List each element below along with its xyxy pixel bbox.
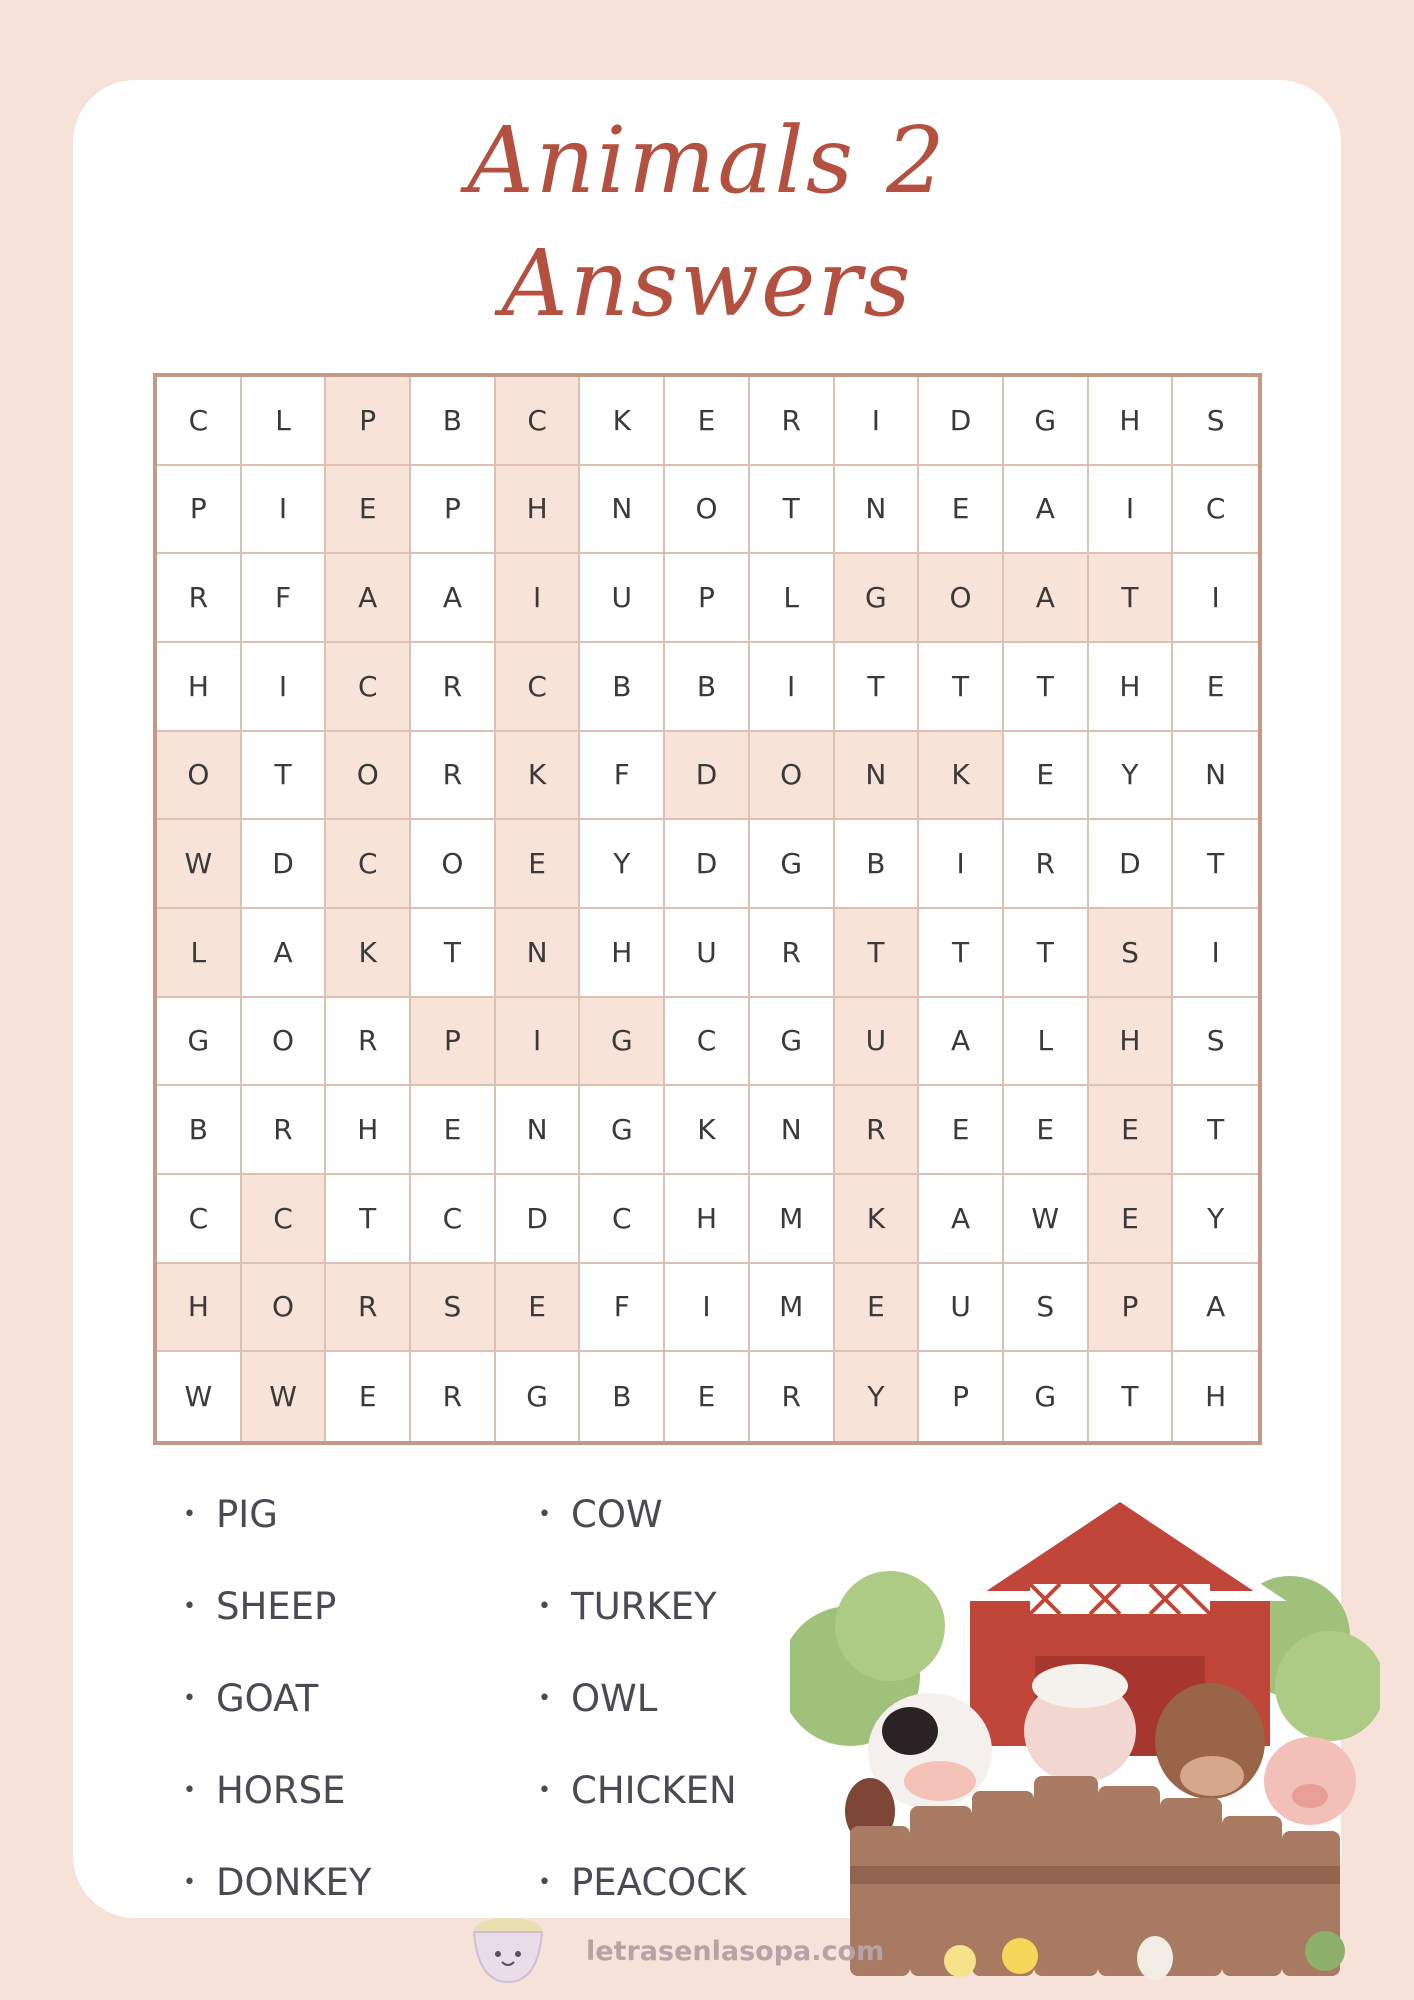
grid-cell: E xyxy=(1089,1086,1174,1175)
grid-cell: L xyxy=(242,377,327,466)
grid-cell: B xyxy=(835,820,920,909)
word-list-item xyxy=(538,1468,746,1560)
grid-cell: E xyxy=(496,1264,581,1353)
grid-cell: T xyxy=(1089,554,1174,643)
grid-cell: C xyxy=(326,820,411,909)
word-list-item xyxy=(538,1744,746,1836)
grid-cell: H xyxy=(1089,998,1174,1087)
grid-cell: I xyxy=(496,998,581,1087)
word-label: TURKEY xyxy=(570,1584,717,1628)
grid-cell: K xyxy=(580,377,665,466)
grid-cell: D xyxy=(665,820,750,909)
grid-cell: T xyxy=(242,732,327,821)
grid-cell: H xyxy=(1089,377,1174,466)
grid-cell: L xyxy=(750,554,835,643)
grid-cell: N xyxy=(496,1086,581,1175)
grid-cell: S xyxy=(1089,909,1174,998)
grid-cell: E xyxy=(665,377,750,466)
word-list-item xyxy=(183,1560,372,1652)
grid-cell: B xyxy=(411,377,496,466)
word-list-item xyxy=(183,1652,372,1744)
word-label: DONKEY xyxy=(215,1860,372,1904)
bullet-icon: • xyxy=(538,1869,551,1895)
grid-cell: F xyxy=(580,732,665,821)
grid-cell: O xyxy=(665,466,750,555)
grid-cell: C xyxy=(496,377,581,466)
grid-cell: A xyxy=(919,998,1004,1087)
word-label: OWL xyxy=(570,1676,658,1720)
grid-cell: C xyxy=(580,1175,665,1264)
word-list-item xyxy=(183,1468,372,1560)
grid-cell: I xyxy=(1173,909,1258,998)
grid-cell: M xyxy=(750,1175,835,1264)
grid-cell: G xyxy=(1004,377,1089,466)
grid-cell: R xyxy=(326,998,411,1087)
grid-cell: R xyxy=(411,1352,496,1441)
grid-cell: E xyxy=(835,1264,920,1353)
grid-cell: H xyxy=(496,466,581,555)
farm-illustration xyxy=(790,1486,1380,1986)
grid-cell: L xyxy=(157,909,242,998)
grid-cell: F xyxy=(580,1264,665,1353)
grid-cell: C xyxy=(242,1175,327,1264)
grid-cell: M xyxy=(750,1264,835,1353)
grid-cell: P xyxy=(411,998,496,1087)
grid-cell: U xyxy=(919,1264,1004,1353)
grid-cell: I xyxy=(242,643,327,732)
word-list-column-2 xyxy=(538,1468,746,1928)
grid-cell: T xyxy=(835,909,920,998)
grid-cell: D xyxy=(919,377,1004,466)
grid-cell: H xyxy=(1205,1380,1227,1414)
bullet-icon: • xyxy=(538,1777,551,1803)
grid-cell: H xyxy=(665,1175,750,1264)
grid-cell: P xyxy=(326,377,411,466)
word-list-item xyxy=(538,1836,746,1928)
grid-cell: O xyxy=(326,732,411,821)
grid-cell: I xyxy=(1173,554,1258,643)
grid-cell: L xyxy=(1004,998,1089,1087)
grid-cell: P xyxy=(411,466,496,555)
word-label: PIG xyxy=(215,1492,278,1536)
bullet-icon: • xyxy=(183,1685,196,1711)
word-label: HORSE xyxy=(215,1768,346,1812)
grid-cell: A xyxy=(411,554,496,643)
grid-cell: E xyxy=(326,1352,411,1441)
grid-cell: H xyxy=(1089,643,1174,732)
grid-cell: B xyxy=(580,1352,665,1441)
grid-cell: I xyxy=(496,554,581,643)
grid-cell: T xyxy=(835,643,920,732)
grid-cell: R xyxy=(750,377,835,466)
grid-cell: W xyxy=(157,1352,242,1441)
grid-cell: T xyxy=(919,909,1004,998)
grid-cell: T xyxy=(1004,909,1089,998)
grid-cell: E xyxy=(919,1086,1004,1175)
grid-cell: W xyxy=(242,1352,327,1441)
grid-cell: G xyxy=(496,1352,581,1441)
word-label: CHICKEN xyxy=(570,1768,737,1812)
grid-cell: O xyxy=(750,732,835,821)
grid-cell: P xyxy=(919,1352,1004,1441)
grid-cell: A xyxy=(242,909,327,998)
grid-cell: I xyxy=(242,466,327,555)
grid-cell: E xyxy=(1173,643,1258,732)
grid-cell: C xyxy=(665,998,750,1087)
grid-cell: D xyxy=(665,732,750,821)
bullet-icon: • xyxy=(538,1593,551,1619)
grid-cell: A xyxy=(1004,554,1089,643)
grid-cell: U xyxy=(835,998,920,1087)
grid-cell: P xyxy=(665,554,750,643)
grid-cell: B xyxy=(157,1086,242,1175)
grid-cell: T xyxy=(411,909,496,998)
grid-cell: I xyxy=(1089,466,1174,555)
grid-cell: W xyxy=(157,820,242,909)
grid-cell: R xyxy=(835,1086,920,1175)
grid-cell: H xyxy=(326,1086,411,1175)
grid-cell: A xyxy=(1173,1264,1258,1353)
bullet-icon: • xyxy=(538,1685,551,1711)
grid-cell: K xyxy=(919,732,1004,821)
grid-cell: R xyxy=(326,1264,411,1353)
grid-cell: E xyxy=(665,1352,750,1441)
grid-cell: E xyxy=(1004,732,1089,821)
title-line-1: Animals 2 xyxy=(467,107,947,214)
grid-cell: O xyxy=(242,1264,327,1353)
grid-cell: R xyxy=(1004,820,1089,909)
grid-cell: H xyxy=(580,909,665,998)
grid-cell: T xyxy=(1004,643,1089,732)
grid-cell: T xyxy=(1089,1352,1174,1441)
grid-cell: E xyxy=(411,1086,496,1175)
grid-cell: N xyxy=(580,466,665,555)
word-label: GOAT xyxy=(215,1676,319,1720)
grid-cell: B xyxy=(665,643,750,732)
grid-cell: G xyxy=(157,998,242,1087)
grid-cell: K xyxy=(326,909,411,998)
grid-cell: G xyxy=(580,998,665,1087)
grid-cell: G xyxy=(835,554,920,643)
grid-cell: A xyxy=(919,1175,1004,1264)
grid-cell: C xyxy=(411,1175,496,1264)
grid-cell: W xyxy=(1004,1175,1089,1264)
grid-cell: O xyxy=(157,732,242,821)
grid-cell: H xyxy=(157,643,242,732)
grid-cell: E xyxy=(326,466,411,555)
footer-website: letrasenlasopa.com xyxy=(586,1936,885,1967)
bullet-icon: • xyxy=(183,1501,196,1527)
grid-cell: C xyxy=(1173,466,1258,555)
grid-cell: G xyxy=(1004,1352,1089,1441)
grid-cell: Y xyxy=(835,1352,920,1441)
grid-cell: U xyxy=(665,909,750,998)
mascot-bowl-icon xyxy=(468,1916,548,1984)
grid-cell: H xyxy=(157,1264,242,1353)
grid-cell: C xyxy=(157,1175,242,1264)
grid-cell: G xyxy=(580,1086,665,1175)
word-label: SHEEP xyxy=(215,1584,337,1628)
grid-cell: B xyxy=(580,643,665,732)
grid-cell: S xyxy=(1173,998,1258,1087)
grid-cell: C xyxy=(157,377,242,466)
grid-cell: Y xyxy=(1173,1175,1258,1264)
grid-cell: A xyxy=(326,554,411,643)
grid-cell: O xyxy=(919,554,1004,643)
word-list-item xyxy=(183,1836,372,1928)
bullet-icon: • xyxy=(538,1501,551,1527)
grid-cell: R xyxy=(411,643,496,732)
grid-cell: T xyxy=(750,466,835,555)
grid-cell: N xyxy=(1173,732,1258,821)
grid-cell: P xyxy=(1089,1264,1174,1353)
grid-cell: K xyxy=(665,1086,750,1175)
grid-cell: G xyxy=(750,998,835,1087)
grid-cell: E xyxy=(1004,1086,1089,1175)
grid-cell: D xyxy=(1089,820,1174,909)
grid-cell: K xyxy=(835,1175,920,1264)
grid-cell: P xyxy=(157,466,242,555)
grid-cell: O xyxy=(242,998,327,1087)
grid-cell: E xyxy=(496,820,581,909)
grid-cell: O xyxy=(411,820,496,909)
grid-cell: A xyxy=(1004,466,1089,555)
grid-cell: R xyxy=(157,554,242,643)
grid-cell: R xyxy=(411,732,496,821)
grid-cell: C xyxy=(496,643,581,732)
grid-cell: U xyxy=(580,554,665,643)
grid-cell: T xyxy=(1173,1086,1258,1175)
word-list-item xyxy=(538,1560,746,1652)
grid-cell: D xyxy=(496,1175,581,1264)
grid-cell: S xyxy=(1004,1264,1089,1353)
title-line-2: Answers xyxy=(501,230,913,337)
word-label: PEACOCK xyxy=(570,1860,747,1904)
grid-cell: E xyxy=(919,466,1004,555)
word-list-item xyxy=(183,1744,372,1836)
bullet-icon: • xyxy=(183,1593,196,1619)
grid-cell: K xyxy=(496,732,581,821)
grid-cell: D xyxy=(242,820,327,909)
grid-cell: Y xyxy=(580,820,665,909)
grid-cell: Y xyxy=(1089,732,1174,821)
grid-cell: N xyxy=(835,466,920,555)
grid-cell: C xyxy=(326,643,411,732)
grid-cell: I xyxy=(665,1264,750,1353)
grid-cell: R xyxy=(750,909,835,998)
bullet-icon: • xyxy=(183,1777,196,1803)
word-list-item xyxy=(538,1652,746,1744)
word-list-column-1 xyxy=(183,1468,372,1928)
grid-cell: I xyxy=(835,377,920,466)
grid-cell: S xyxy=(411,1264,496,1353)
word-search-grid xyxy=(153,373,1262,1445)
bullet-icon: • xyxy=(183,1869,196,1895)
grid-cell: T xyxy=(326,1175,411,1264)
grid-cell: I xyxy=(919,820,1004,909)
grid-cell: R xyxy=(242,1086,327,1175)
grid-cell: F xyxy=(242,554,327,643)
grid-cell: E xyxy=(1089,1175,1174,1264)
grid-cell: T xyxy=(919,643,1004,732)
grid-cell: I xyxy=(750,643,835,732)
grid-cell: T xyxy=(1173,820,1258,909)
grid-cell: N xyxy=(496,909,581,998)
grid-cell: R xyxy=(750,1352,835,1441)
grid-cell: G xyxy=(750,820,835,909)
word-label: COW xyxy=(570,1492,663,1536)
grid-cell: N xyxy=(750,1086,835,1175)
grid-cell: N xyxy=(835,732,920,821)
grid-cell: S xyxy=(1173,377,1258,466)
